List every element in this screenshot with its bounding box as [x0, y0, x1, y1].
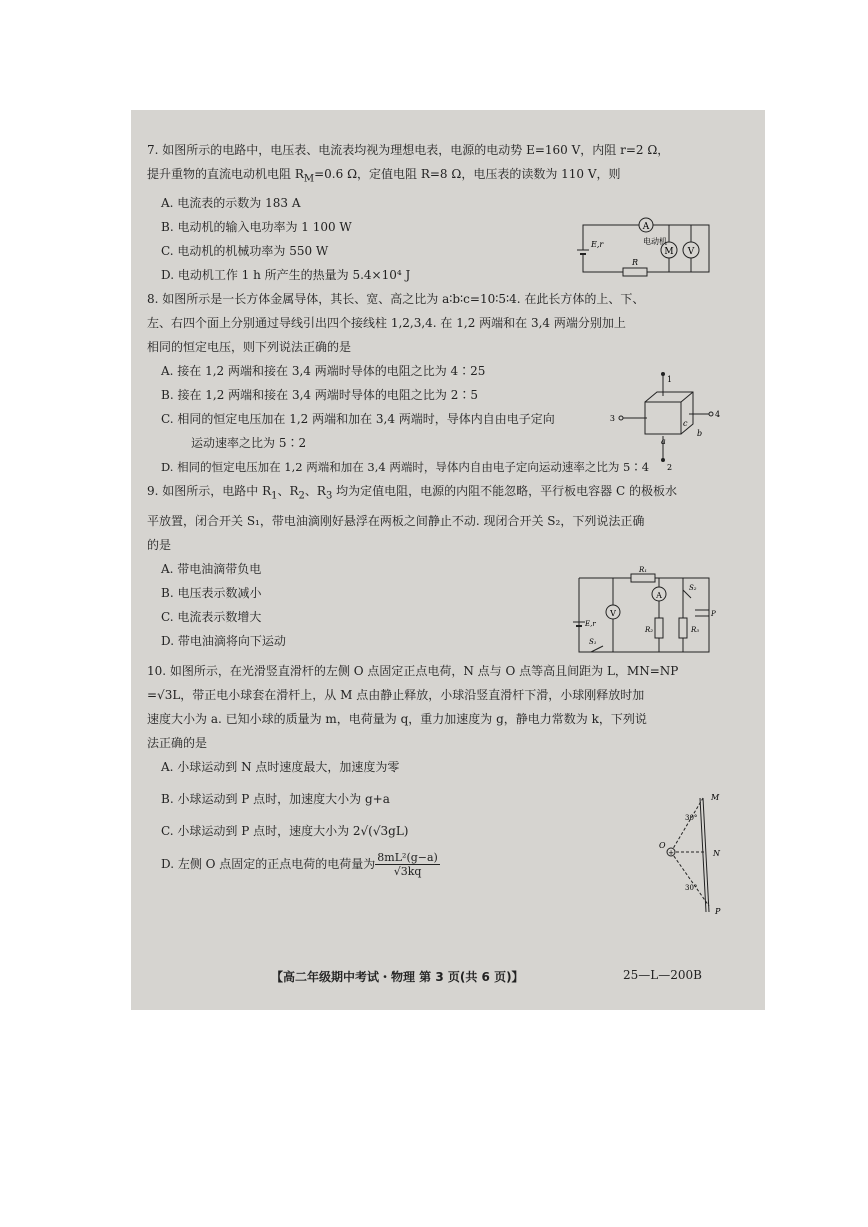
q9-option-b: B. 电压表示数减小	[161, 585, 262, 600]
q9-p-label: P	[711, 610, 716, 618]
q10-p-label: P	[715, 907, 721, 916]
q10-rod-figure	[659, 790, 729, 920]
q7-voltmeter-label: V	[687, 247, 695, 257]
q8-block-figure	[609, 374, 725, 474]
q9-stem-line2: 平放置，闭合开关 S₁，带电油滴刚好悬浮在两板之间静止不动. 现闭合开关 S₂，下列说法正确	[147, 513, 645, 528]
q10-option-d: D. 左侧 O 点固定的正点电荷的电荷量为 $\frac{\text{8mL²(g−a)}}{√3kq}$	[161, 850, 438, 878]
q7-source-label: E,r	[591, 240, 604, 249]
q10-option-b: B. 小球运动到 P 点时，加速度大小为 g+a	[161, 791, 390, 806]
q7-option-b: B. 电动机的输入电功率为 1 100 W	[161, 220, 352, 235]
q7-motor-label: M	[664, 247, 674, 257]
q10-o-label: O	[659, 841, 666, 850]
q8-stem-line1: 8. 如图所示是一长方体金属导体，其长、宽、高之比为 a∶b∶c=10∶5∶4. 在此长方体的上、下、	[147, 292, 645, 307]
q7-resistor-label: R	[631, 258, 639, 267]
q9-option-c: C. 电流表示数增大	[161, 609, 262, 624]
q9-ammeter-label: A	[656, 591, 662, 600]
q10-stem-line1: 10. 如图所示，在光滑竖直滑杆的左侧 O 点固定正点电荷，N 点与 O 点等高且间距为 L，MN=NP	[147, 663, 679, 678]
q8-option-a: A. 接在 1,2 两端和接在 3,4 两端时导体的电阻之比为 4∶25	[161, 364, 486, 379]
q8-edge-b: b	[697, 429, 703, 438]
q7-ammeter-label: A	[642, 222, 650, 232]
q9-option-d: D. 带电油滴将向下运动	[161, 633, 286, 648]
q8-terminal-1: 1	[667, 375, 673, 384]
q9-r2-label: R₂	[645, 626, 654, 634]
q10-n-label: N	[713, 849, 720, 858]
q9-s2-label: S₂	[689, 584, 697, 592]
q8-option-c-cont: 运动速率之比为 5∶2	[191, 436, 307, 451]
q9-s1-label: S₁	[589, 638, 597, 646]
q9-stem-line1: 9. 如图所示，电路中 $R_1$、$R_2$、$R_3$ 均为定值电阻，电源的内阻不能忽略，平行板电容器 C 的极板水	[147, 484, 677, 502]
q7-option-a: A. 电流表的示数为 183 A	[161, 196, 301, 211]
footer-title: 【高二年级期中考试・物理 第 3 页(共 6 页)】	[271, 970, 524, 984]
q8-terminal-4: 4	[715, 410, 721, 419]
q7-option-c: C. 电动机的机械功率为 550 W	[161, 244, 329, 259]
q8-option-d: D. 相同的恒定电压加在 1,2 两端和加在 3,4 两端时，导体内自由电子定向运动速率之比为 5∶4	[161, 460, 650, 475]
svg-text:+: +	[668, 849, 674, 857]
q9-circuit-figure	[571, 566, 721, 658]
q10-option-c: C. 小球运动到 P 点时，速度大小为 2√(√3gL)	[161, 823, 409, 838]
q8-edge-a: a	[661, 437, 666, 446]
q9-r1-label: R₁	[638, 566, 648, 574]
q8-stem-line3: 相同的恒定电压，则下列说法正确的是	[147, 340, 352, 355]
q8-terminal-2: 2	[667, 463, 673, 472]
q7-option-d: D. 电动机工作 1 h 所产生的热量为 5.4×10⁴ J	[161, 268, 411, 283]
q8-stem-line2: 左、右四个面上分别通过导线引出四个接线柱 1,2,3,4. 在 1,2 两端和在 3,4 两端分别加上	[147, 316, 626, 331]
q7-motor-text: 电动机	[643, 237, 667, 246]
q9-option-a: A. 带电油滴带负电	[161, 561, 262, 576]
charge-fraction: $\frac{\text{8mL²(g−a)}}{√3kq}$	[377, 850, 438, 878]
q7-stem-line2: 提升重物的直流电动机电阻 $R_M=0.6$ Ω，定值电阻 R=8 Ω，电压表的读数为 110 V，则	[147, 167, 621, 185]
q10-m-label: M	[711, 793, 720, 802]
q9-source-label: E,r	[585, 620, 596, 628]
q9-stem-line3: 的是	[147, 537, 172, 552]
q8-terminal-3: 3	[609, 414, 615, 423]
q7-stem-line1: 7. 如图所示的电路中，电压表、电流表均视为理想电表，电源的电动势 E=160 V，内阻 r=2 Ω，	[147, 143, 670, 157]
q8-option-c: C. 相同的恒定电压加在 1,2 两端和加在 3,4 两端时，导体内自由电子定向	[161, 412, 555, 427]
q9-voltmeter-label: V	[610, 609, 616, 618]
q7-circuit-figure	[571, 210, 721, 290]
q10-stem-line2: =√3L，带正电小球套在滑杆上，从 M 点由静止释放，小球沿竖直滑杆下滑，小球刚释放时加	[147, 687, 645, 702]
q8-option-b: B. 接在 1,2 两端和接在 3,4 两端时导体的电阻之比为 2∶5	[161, 388, 478, 403]
q10-angle-bottom: 30°	[685, 884, 698, 892]
q10-stem-line3: 速度大小为 a. 已知小球的质量为 m，电荷量为 q，重力加速度为 g，静电力常数为 k，下列说	[147, 711, 647, 726]
q10-option-a: A. 小球运动到 N 点时速度最大，加速度为零	[161, 759, 400, 774]
exam-page	[131, 110, 765, 1010]
q8-edge-c: c	[683, 419, 688, 428]
q10-angle-top: 30°	[685, 814, 698, 822]
q10-stem-line4: 法正确的是	[147, 735, 208, 750]
footer-code: 25—L—200B	[623, 968, 702, 982]
q9-r3-label: R₃	[691, 626, 700, 634]
page-footer	[271, 968, 751, 985]
